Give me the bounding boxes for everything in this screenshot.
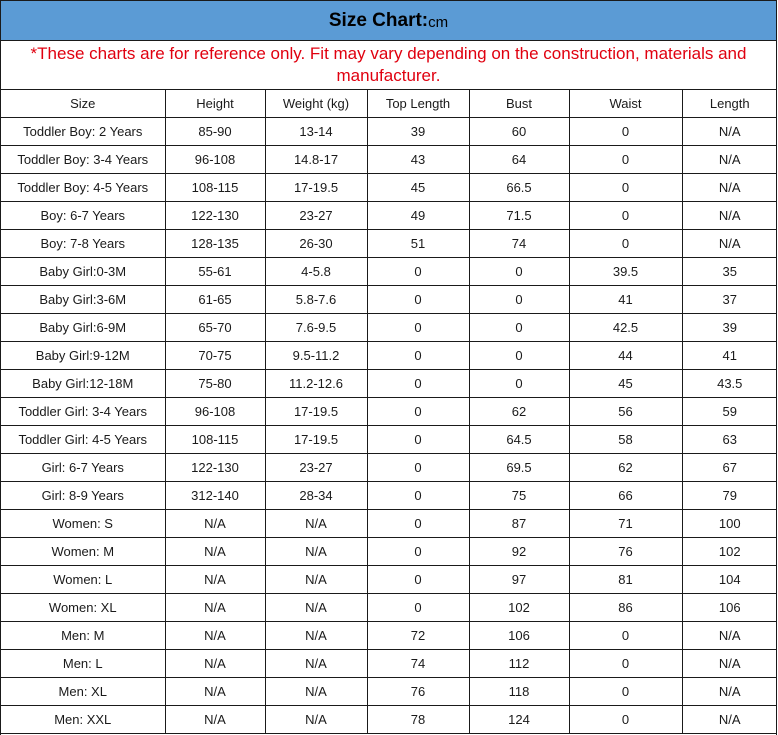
cell-waist: 0 xyxy=(569,678,682,706)
cell-bust: 87 xyxy=(469,510,569,538)
cell-bust: 102 xyxy=(469,594,569,622)
cell-waist: 0 xyxy=(569,706,682,734)
cell-weight: 11.2-12.6 xyxy=(265,370,367,398)
cell-top-length: 0 xyxy=(367,566,469,594)
cell-weight: 5.8-7.6 xyxy=(265,286,367,314)
cell-size: Baby Girl:12-18M xyxy=(1,370,165,398)
cell-top-length: 0 xyxy=(367,342,469,370)
column-header-weight: Weight (kg) xyxy=(265,90,367,118)
cell-top-length: 0 xyxy=(367,398,469,426)
cell-size: Boy: 6-7 Years xyxy=(1,202,165,230)
cell-bust: 74 xyxy=(469,230,569,258)
cell-weight: 17-19.5 xyxy=(265,398,367,426)
cell-length: N/A xyxy=(682,230,777,258)
table-row xyxy=(1,622,777,650)
cell-bust: 0 xyxy=(469,314,569,342)
chart-unit: cm xyxy=(428,13,449,31)
cell-weight: N/A xyxy=(265,510,367,538)
cell-top-length: 39 xyxy=(367,118,469,146)
cell-weight: 26-30 xyxy=(265,230,367,258)
cell-length: 79 xyxy=(682,482,777,510)
cell-length: N/A xyxy=(682,146,777,174)
cell-height: 70-75 xyxy=(165,342,265,370)
cell-waist: 81 xyxy=(569,566,682,594)
cell-size: Baby Girl:9-12M xyxy=(1,342,165,370)
cell-bust: 62 xyxy=(469,398,569,426)
table-row xyxy=(1,398,777,426)
cell-size: Toddler Boy: 2 Years xyxy=(1,118,165,146)
cell-top-length: 76 xyxy=(367,678,469,706)
cell-height: 61-65 xyxy=(165,286,265,314)
cell-waist: 62 xyxy=(569,454,682,482)
title-bar xyxy=(1,0,776,41)
cell-bust: 69.5 xyxy=(469,454,569,482)
table-row xyxy=(1,118,777,146)
cell-weight: 28-34 xyxy=(265,482,367,510)
table-row xyxy=(1,286,777,314)
cell-size: Toddler Boy: 4-5 Years xyxy=(1,174,165,202)
cell-size: Men: L xyxy=(1,650,165,678)
table-row xyxy=(1,426,777,454)
cell-waist: 56 xyxy=(569,398,682,426)
cell-height: 85-90 xyxy=(165,118,265,146)
table-row xyxy=(1,594,777,622)
cell-weight: 17-19.5 xyxy=(265,426,367,454)
cell-height: 122-130 xyxy=(165,454,265,482)
cell-length: N/A xyxy=(682,650,777,678)
table-row xyxy=(1,342,777,370)
cell-height: N/A xyxy=(165,622,265,650)
cell-top-length: 72 xyxy=(367,622,469,650)
cell-top-length: 0 xyxy=(367,538,469,566)
cell-size: Women: XL xyxy=(1,594,165,622)
table-row xyxy=(1,510,777,538)
cell-height: 108-115 xyxy=(165,174,265,202)
cell-size: Baby Girl:3-6M xyxy=(1,286,165,314)
cell-length: N/A xyxy=(682,706,777,734)
cell-length: 63 xyxy=(682,426,777,454)
cell-top-length: 0 xyxy=(367,510,469,538)
cell-length: 104 xyxy=(682,566,777,594)
cell-size: Men: M xyxy=(1,622,165,650)
cell-top-length: 45 xyxy=(367,174,469,202)
cell-size: Girl: 6-7 Years xyxy=(1,454,165,482)
cell-bust: 64 xyxy=(469,146,569,174)
cell-length: 106 xyxy=(682,594,777,622)
cell-height: 312-140 xyxy=(165,482,265,510)
cell-waist: 0 xyxy=(569,202,682,230)
cell-top-length: 0 xyxy=(367,426,469,454)
cell-weight: 13-14 xyxy=(265,118,367,146)
cell-top-length: 0 xyxy=(367,594,469,622)
column-header-bust: Bust xyxy=(469,90,569,118)
cell-weight: N/A xyxy=(265,706,367,734)
cell-size: Boy: 7-8 Years xyxy=(1,230,165,258)
cell-bust: 106 xyxy=(469,622,569,650)
cell-waist: 42.5 xyxy=(569,314,682,342)
cell-length: 37 xyxy=(682,286,777,314)
table-row xyxy=(1,174,777,202)
cell-height: 122-130 xyxy=(165,202,265,230)
cell-weight: N/A xyxy=(265,650,367,678)
cell-height: N/A xyxy=(165,706,265,734)
column-header-waist: Waist xyxy=(569,90,682,118)
cell-waist: 66 xyxy=(569,482,682,510)
cell-length: N/A xyxy=(682,678,777,706)
cell-height: 96-108 xyxy=(165,146,265,174)
cell-top-length: 0 xyxy=(367,286,469,314)
table-row xyxy=(1,566,777,594)
cell-waist: 39.5 xyxy=(569,258,682,286)
cell-length: 35 xyxy=(682,258,777,286)
cell-weight: 4-5.8 xyxy=(265,258,367,286)
cell-bust: 97 xyxy=(469,566,569,594)
cell-length: 102 xyxy=(682,538,777,566)
cell-length: 59 xyxy=(682,398,777,426)
cell-weight: N/A xyxy=(265,566,367,594)
cell-size: Toddler Boy: 3-4 Years xyxy=(1,146,165,174)
cell-bust: 92 xyxy=(469,538,569,566)
cell-weight: N/A xyxy=(265,622,367,650)
cell-waist: 0 xyxy=(569,230,682,258)
cell-top-length: 0 xyxy=(367,482,469,510)
cell-height: N/A xyxy=(165,566,265,594)
cell-bust: 0 xyxy=(469,286,569,314)
cell-height: 75-80 xyxy=(165,370,265,398)
cell-weight: N/A xyxy=(265,594,367,622)
cell-top-length: 78 xyxy=(367,706,469,734)
cell-length: 67 xyxy=(682,454,777,482)
cell-length: 41 xyxy=(682,342,777,370)
cell-weight: 17-19.5 xyxy=(265,174,367,202)
cell-size: Baby Girl:6-9M xyxy=(1,314,165,342)
cell-waist: 45 xyxy=(569,370,682,398)
cell-bust: 0 xyxy=(469,258,569,286)
cell-weight: 7.6-9.5 xyxy=(265,314,367,342)
table-header-row xyxy=(1,90,777,118)
cell-bust: 60 xyxy=(469,118,569,146)
table-body xyxy=(1,118,777,734)
column-header-height: Height xyxy=(165,90,265,118)
cell-weight: 23-27 xyxy=(265,454,367,482)
cell-top-length: 49 xyxy=(367,202,469,230)
cell-waist: 76 xyxy=(569,538,682,566)
table-row xyxy=(1,454,777,482)
cell-top-length: 0 xyxy=(367,258,469,286)
cell-bust: 0 xyxy=(469,370,569,398)
cell-top-length: 0 xyxy=(367,314,469,342)
cell-waist: 71 xyxy=(569,510,682,538)
cell-size: Women: L xyxy=(1,566,165,594)
cell-length: N/A xyxy=(682,174,777,202)
cell-bust: 75 xyxy=(469,482,569,510)
column-header-length: Length xyxy=(682,90,777,118)
cell-waist: 0 xyxy=(569,622,682,650)
cell-length: N/A xyxy=(682,202,777,230)
cell-size: Women: M xyxy=(1,538,165,566)
cell-height: N/A xyxy=(165,594,265,622)
cell-waist: 0 xyxy=(569,118,682,146)
cell-waist: 44 xyxy=(569,342,682,370)
table-row xyxy=(1,650,777,678)
cell-length: N/A xyxy=(682,622,777,650)
cell-weight: 14.8-17 xyxy=(265,146,367,174)
cell-height: 55-61 xyxy=(165,258,265,286)
cell-weight: 9.5-11.2 xyxy=(265,342,367,370)
cell-bust: 64.5 xyxy=(469,426,569,454)
cell-waist: 41 xyxy=(569,286,682,314)
cell-height: N/A xyxy=(165,678,265,706)
cell-length: 43.5 xyxy=(682,370,777,398)
cell-bust: 112 xyxy=(469,650,569,678)
cell-size: Girl: 8-9 Years xyxy=(1,482,165,510)
chart-title: Size Chart: xyxy=(328,9,429,31)
table-row xyxy=(1,258,777,286)
cell-height: N/A xyxy=(165,510,265,538)
cell-weight: 23-27 xyxy=(265,202,367,230)
cell-size: Toddler Girl: 4-5 Years xyxy=(1,426,165,454)
disclaimer-note: *These charts are for reference only. Fit may vary depending on the construction, materials and manufacturer. xyxy=(1,41,776,90)
column-header-size: Size xyxy=(1,90,165,118)
table-row xyxy=(1,678,777,706)
table-row xyxy=(1,538,777,566)
cell-height: 108-115 xyxy=(165,426,265,454)
cell-waist: 0 xyxy=(569,146,682,174)
table-row xyxy=(1,706,777,734)
cell-height: N/A xyxy=(165,650,265,678)
column-header-top-length: Top Length xyxy=(367,90,469,118)
cell-height: N/A xyxy=(165,538,265,566)
cell-weight: N/A xyxy=(265,538,367,566)
cell-length: N/A xyxy=(682,118,777,146)
table-row xyxy=(1,314,777,342)
cell-size: Women: S xyxy=(1,510,165,538)
cell-size: Toddler Girl: 3-4 Years xyxy=(1,398,165,426)
cell-size: Men: XL xyxy=(1,678,165,706)
cell-top-length: 0 xyxy=(367,370,469,398)
cell-height: 65-70 xyxy=(165,314,265,342)
cell-size: Men: XXL xyxy=(1,706,165,734)
cell-bust: 0 xyxy=(469,342,569,370)
cell-waist: 86 xyxy=(569,594,682,622)
cell-waist: 0 xyxy=(569,174,682,202)
cell-waist: 58 xyxy=(569,426,682,454)
cell-top-length: 43 xyxy=(367,146,469,174)
cell-top-length: 51 xyxy=(367,230,469,258)
table-row xyxy=(1,202,777,230)
cell-bust: 124 xyxy=(469,706,569,734)
cell-bust: 66.5 xyxy=(469,174,569,202)
size-table xyxy=(1,90,777,734)
cell-bust: 71.5 xyxy=(469,202,569,230)
table-row xyxy=(1,230,777,258)
cell-size: Baby Girl:0-3M xyxy=(1,258,165,286)
cell-length: 100 xyxy=(682,510,777,538)
table-row xyxy=(1,370,777,398)
cell-top-length: 74 xyxy=(367,650,469,678)
table-row xyxy=(1,482,777,510)
cell-top-length: 0 xyxy=(367,454,469,482)
cell-bust: 118 xyxy=(469,678,569,706)
cell-waist: 0 xyxy=(569,650,682,678)
cell-height: 96-108 xyxy=(165,398,265,426)
table-row xyxy=(1,146,777,174)
cell-weight: N/A xyxy=(265,678,367,706)
cell-height: 128-135 xyxy=(165,230,265,258)
cell-length: 39 xyxy=(682,314,777,342)
